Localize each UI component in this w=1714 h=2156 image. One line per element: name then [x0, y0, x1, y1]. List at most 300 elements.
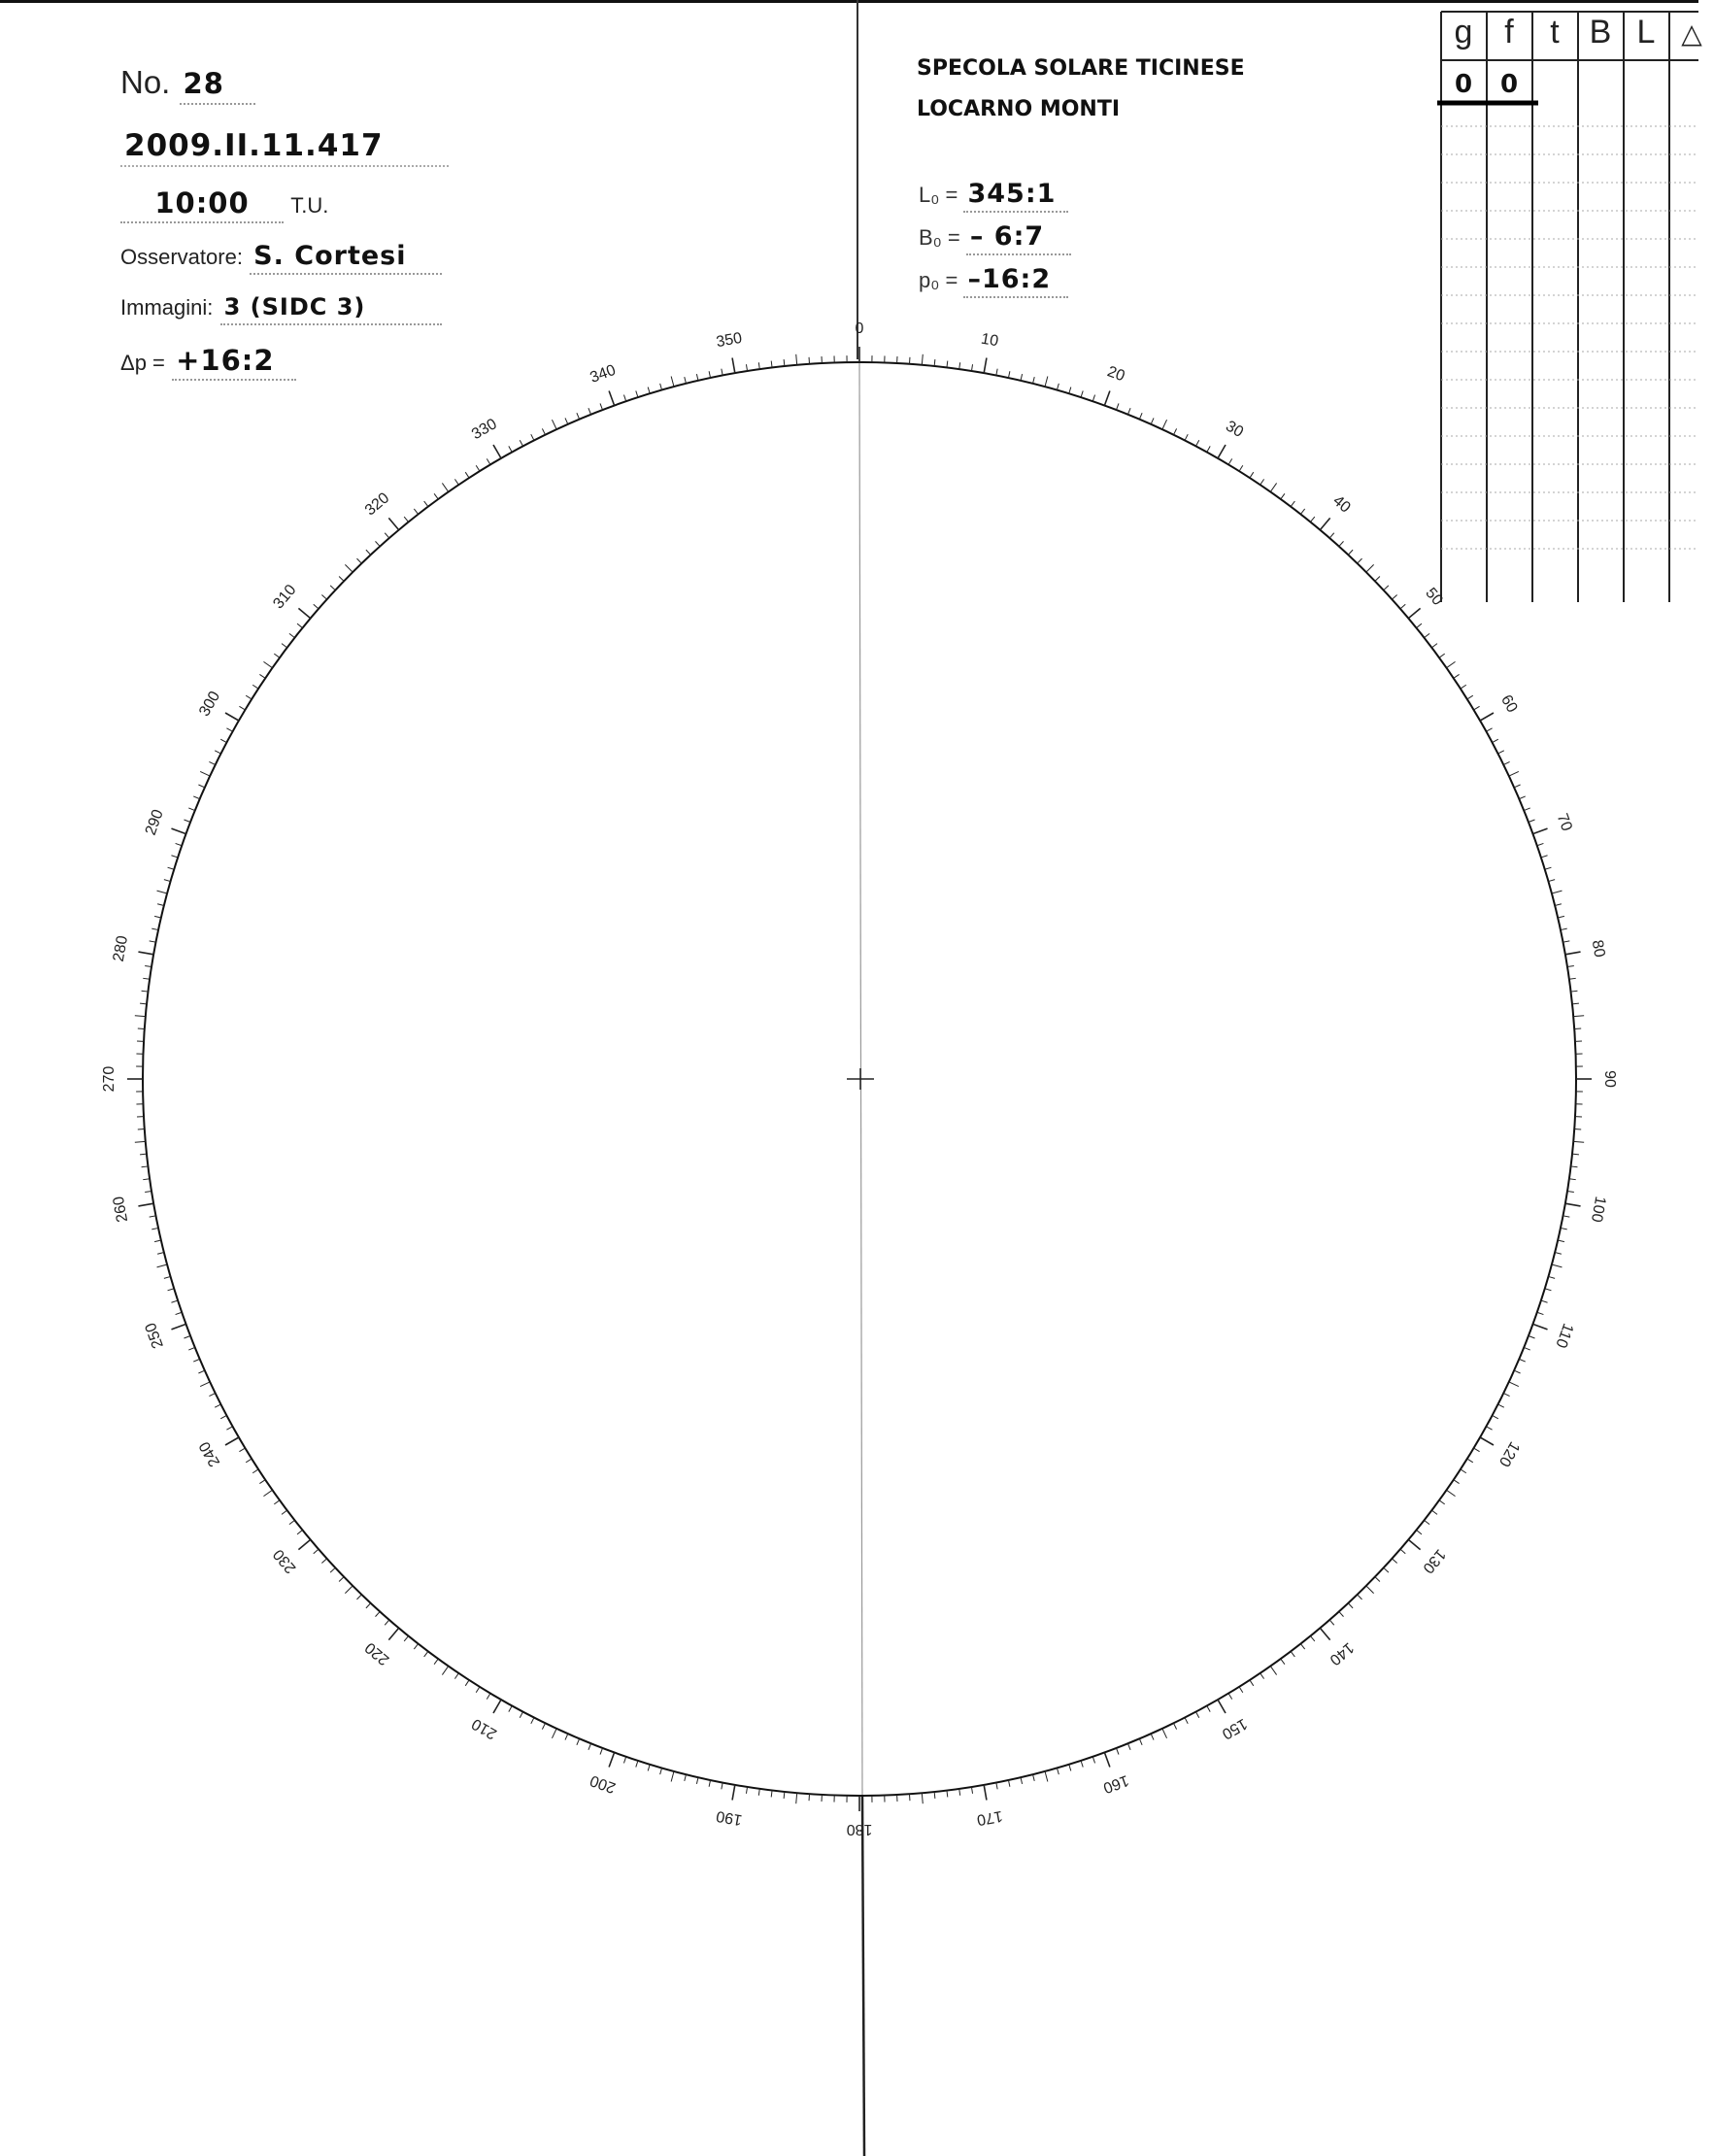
degree-tick — [1541, 1300, 1548, 1302]
degree-tick — [1529, 820, 1535, 823]
degree-tick — [588, 1743, 591, 1749]
degree-tick — [1021, 374, 1023, 381]
dp-value: +16:2 — [176, 344, 275, 377]
B0-value: – 6:7 — [969, 221, 1045, 252]
degree-tick — [1563, 1216, 1569, 1217]
degree-tick — [1552, 891, 1563, 893]
degree-tick — [588, 408, 591, 414]
degree-tick — [552, 420, 556, 429]
degree-tick — [1151, 418, 1154, 423]
degree-tick — [476, 1687, 480, 1693]
degree-tick — [996, 369, 997, 376]
degree-label-190: 190 — [715, 1806, 744, 1829]
degree-tick — [1151, 1734, 1154, 1739]
degree-tick — [746, 1787, 747, 1794]
degree-tick — [465, 1680, 469, 1686]
degree-tick — [239, 706, 245, 710]
degree-tick — [164, 880, 171, 882]
images-value: 3 (SIDC 3) — [223, 293, 366, 320]
degree-tick — [784, 359, 785, 366]
degree-tick — [609, 390, 614, 405]
degree-tick — [1348, 1603, 1353, 1608]
degree-tick — [493, 445, 501, 458]
degree-tick — [623, 1757, 625, 1764]
time-unit: T.U. — [290, 193, 329, 218]
degree-tick — [1339, 1611, 1344, 1616]
degree-tick — [1300, 509, 1304, 515]
degree-tick — [1260, 479, 1264, 485]
degree-tick — [259, 1480, 265, 1484]
degree-tick — [487, 1694, 490, 1700]
degree-tick — [709, 371, 710, 378]
degree-tick — [1384, 586, 1389, 590]
degree-tick — [138, 1203, 153, 1206]
degree-tick — [366, 1603, 371, 1608]
degree-tick — [220, 1415, 226, 1418]
degree-tick — [274, 1500, 280, 1504]
degree-tick — [947, 1790, 948, 1797]
degree-label-100: 100 — [1587, 1195, 1609, 1224]
degree-tick — [971, 364, 972, 371]
degree-tick — [542, 1723, 545, 1729]
degree-tick — [171, 856, 178, 858]
degree-label-230: 230 — [270, 1545, 300, 1577]
degree-tick — [1561, 928, 1567, 929]
degree-tick — [1239, 1687, 1243, 1693]
degree-tick — [198, 785, 204, 788]
degree-tick — [1033, 1774, 1035, 1781]
degree-tick — [509, 1705, 512, 1711]
degree-tick — [722, 369, 723, 376]
degree-tick — [1057, 384, 1059, 390]
sunspot-table-grid — [1437, 12, 1698, 602]
degree-tick — [1532, 1324, 1547, 1329]
degree-tick — [1467, 695, 1473, 699]
degree-tick — [225, 1437, 239, 1445]
degree-tick — [138, 952, 153, 955]
degree-tick — [345, 1586, 353, 1594]
degree-tick — [1480, 713, 1494, 721]
degree-tick — [648, 1765, 650, 1771]
degree-tick — [1162, 1729, 1167, 1738]
degree-tick — [200, 1382, 210, 1387]
degree-tick — [193, 1359, 199, 1362]
degree-tick — [1400, 1549, 1405, 1554]
degree-label-140: 140 — [1326, 1638, 1358, 1668]
degree-tick — [140, 1154, 147, 1155]
degree-tick — [722, 1782, 723, 1789]
degree-tick — [552, 1729, 556, 1738]
degree-label-70: 70 — [1553, 811, 1575, 834]
date-value: 2009.II.11.417 — [124, 128, 384, 163]
degree-tick — [1408, 1539, 1420, 1549]
degree-tick — [188, 1347, 194, 1350]
degree-tick — [1366, 1586, 1374, 1594]
degree-tick — [385, 533, 389, 538]
degree-tick — [282, 1510, 287, 1514]
degree-tick — [1408, 608, 1420, 618]
degree-tick — [1493, 1415, 1498, 1418]
degree-tick — [1447, 661, 1456, 667]
degree-label-200: 200 — [588, 1771, 619, 1797]
degree-tick — [709, 1780, 710, 1787]
degree-tick — [345, 564, 353, 572]
degree-tick — [145, 1191, 151, 1192]
degree-tick — [636, 1761, 638, 1768]
degree-tick — [1195, 440, 1198, 446]
observer-label: Osservatore: — [120, 245, 243, 269]
degree-tick — [1532, 828, 1547, 833]
degree-tick — [1207, 446, 1210, 452]
degree-tick — [1567, 965, 1574, 966]
degree-tick — [1541, 856, 1548, 858]
degree-tick — [404, 1636, 408, 1641]
degree-tick — [176, 1312, 183, 1314]
degree-tick — [1081, 390, 1083, 397]
degree-tick — [151, 928, 158, 929]
degree-tick — [1174, 1723, 1177, 1729]
degree-tick — [1069, 387, 1071, 394]
degree-tick — [330, 586, 335, 590]
degree-tick — [200, 771, 210, 776]
degree-tick — [143, 1179, 150, 1180]
degree-label-290: 290 — [142, 807, 167, 838]
degree-tick — [1537, 1312, 1544, 1314]
degree-tick — [171, 828, 185, 833]
degree-tick — [1561, 1228, 1567, 1229]
degree-tick — [168, 1289, 175, 1291]
degree-tick — [934, 359, 935, 366]
degree-tick — [1218, 445, 1226, 458]
degree-tick — [984, 1785, 987, 1801]
degree-tick — [356, 1595, 361, 1600]
degree-tick — [1417, 623, 1422, 627]
degree-tick — [184, 820, 190, 823]
degree-tick — [1291, 501, 1294, 507]
degree-tick — [188, 808, 194, 811]
degree-tick — [1498, 1404, 1504, 1407]
degree-tick — [1493, 739, 1498, 742]
column-header-f: f — [1504, 14, 1514, 51]
degree-tick — [1392, 1559, 1396, 1564]
degree-tick — [784, 1792, 785, 1799]
degree-tick — [289, 1520, 295, 1524]
degree-tick — [356, 558, 361, 563]
lower-axis-line — [862, 1797, 864, 2156]
degree-tick — [1480, 1437, 1494, 1445]
degree-tick — [297, 1530, 302, 1533]
degree-tick — [696, 1777, 698, 1784]
column-header-t: t — [1550, 14, 1560, 51]
degree-tick — [1250, 1680, 1254, 1686]
number-field[interactable]: 28 — [180, 64, 255, 105]
degree-tick — [157, 904, 164, 906]
degree-tick — [531, 434, 534, 440]
degree-label-160: 160 — [1100, 1771, 1131, 1797]
degree-tick — [434, 1659, 438, 1665]
degree-tick — [796, 1793, 797, 1803]
degree-tick — [1228, 458, 1232, 464]
degree-tick — [577, 413, 580, 419]
degree-tick — [685, 377, 687, 384]
degree-tick — [1439, 1500, 1445, 1504]
degree-tick — [1558, 916, 1564, 918]
degree-tick — [1358, 1595, 1362, 1600]
degree-tick — [1195, 1712, 1198, 1718]
degree-tick — [636, 390, 638, 397]
degree-tick — [648, 387, 650, 394]
degree-tick — [476, 465, 480, 471]
degree-tick — [565, 1734, 568, 1739]
degree-tick — [1552, 1264, 1563, 1267]
degree-tick — [1348, 550, 1353, 555]
degree-tick — [959, 362, 960, 369]
degree-tick — [1375, 576, 1380, 581]
degree-tick — [1375, 1577, 1380, 1582]
degree-tick — [1320, 1628, 1329, 1639]
degree-tick — [1537, 843, 1544, 845]
cell-g-value[interactable]: 0 — [1454, 70, 1473, 99]
degree-tick — [246, 695, 252, 699]
degree-tick — [193, 796, 199, 799]
degree-tick — [157, 891, 168, 893]
degree-tick — [385, 1620, 389, 1625]
degree-label-180: 180 — [846, 1820, 873, 1837]
degree-tick — [246, 1459, 252, 1463]
degree-tick — [1461, 685, 1466, 689]
degree-tick — [1092, 395, 1094, 402]
degree-tick — [1519, 796, 1525, 799]
degree-tick — [696, 374, 698, 381]
degree-tick — [220, 739, 226, 742]
p0-label: p₀ = — [919, 268, 958, 292]
degree-tick — [321, 594, 326, 599]
degree-tick — [959, 1789, 960, 1796]
degree-tick — [947, 361, 948, 368]
degree-tick — [1573, 1141, 1584, 1142]
degree-tick — [1116, 1748, 1119, 1755]
degree-label-330: 330 — [469, 416, 500, 444]
degree-label-30: 30 — [1223, 418, 1247, 442]
degree-tick — [1310, 1636, 1314, 1641]
degree-tick — [1461, 1469, 1466, 1473]
degree-label-170: 170 — [975, 1806, 1004, 1829]
degree-tick — [1185, 1718, 1188, 1724]
degree-tick — [168, 867, 175, 869]
degree-tick — [1545, 867, 1552, 869]
degree-tick — [1207, 1705, 1210, 1711]
degree-tick — [1300, 1644, 1304, 1650]
degree-tick — [1572, 1154, 1579, 1155]
degree-tick — [1384, 1567, 1389, 1572]
degree-tick — [600, 403, 603, 410]
degree-tick — [151, 1228, 158, 1229]
degree-label-80: 80 — [1588, 938, 1608, 960]
degree-tick — [758, 362, 759, 369]
degree-tick — [1320, 518, 1329, 529]
degree-tick — [565, 418, 568, 423]
degree-tick — [1081, 1761, 1083, 1768]
degree-tick — [1548, 880, 1555, 882]
degree-tick — [1454, 674, 1460, 678]
degree-tick — [215, 1404, 220, 1407]
observer-value: S. Cortesi — [253, 241, 407, 271]
degree-tick — [1558, 1240, 1564, 1242]
institution-name: SPECOLA SOLARE TICINESE — [917, 56, 1245, 81]
degree-tick — [339, 1577, 344, 1582]
degree-tick — [154, 1240, 161, 1242]
degree-tick — [424, 501, 428, 507]
degree-tick — [135, 1141, 146, 1142]
degree-tick — [143, 978, 150, 979]
degree-tick — [1524, 1347, 1529, 1350]
degree-tick — [1514, 1370, 1520, 1373]
degree-tick — [1116, 403, 1119, 410]
degree-label-340: 340 — [588, 361, 619, 387]
degree-tick — [1503, 1394, 1509, 1397]
degree-tick — [1260, 1673, 1264, 1679]
degree-tick — [1565, 1203, 1581, 1206]
degree-tick — [1033, 377, 1035, 384]
degree-tick — [623, 395, 625, 402]
degree-tick — [1439, 654, 1445, 657]
degree-tick — [150, 941, 156, 942]
degree-tick — [1358, 558, 1362, 563]
degree-label-150: 150 — [1219, 1714, 1250, 1742]
degree-label-260: 260 — [110, 1195, 132, 1224]
degree-tick — [388, 518, 398, 529]
degree-tick — [209, 1394, 215, 1397]
degree-tick — [263, 661, 272, 667]
degree-tick — [1185, 434, 1188, 440]
degree-tick — [1563, 941, 1569, 942]
degree-tick — [1425, 1520, 1430, 1524]
column-header-g: g — [1454, 14, 1473, 51]
degree-tick — [509, 446, 512, 452]
degree-tick — [660, 384, 662, 390]
cell-f-value[interactable]: 0 — [1499, 70, 1519, 99]
degree-tick — [934, 1792, 935, 1799]
degree-tick — [1057, 1768, 1059, 1774]
institution-location: LOCARNO MONTI — [917, 97, 1121, 121]
degree-tick — [1281, 1659, 1285, 1665]
degree-tick — [1045, 377, 1048, 387]
degree-tick — [434, 493, 438, 499]
degree-tick — [1570, 991, 1577, 992]
degree-tick — [282, 644, 287, 648]
degree-tick — [1281, 493, 1285, 499]
degree-tick — [375, 1611, 380, 1616]
degree-tick — [314, 604, 319, 609]
degree-tick — [226, 1427, 232, 1430]
degree-tick — [1329, 1620, 1334, 1625]
degree-tick — [239, 1448, 245, 1452]
p0-value: –16:2 — [967, 264, 1052, 294]
degree-tick — [297, 623, 302, 627]
degree-tick — [225, 713, 239, 721]
degree-tick — [465, 472, 469, 478]
degree-tick — [414, 509, 418, 515]
degree-tick — [922, 354, 923, 365]
degree-tick — [996, 1782, 997, 1789]
degree-tick — [1174, 428, 1177, 434]
degree-tick — [1104, 1752, 1109, 1767]
degree-tick — [1366, 564, 1374, 572]
degree-tick — [1519, 1359, 1525, 1362]
degree-tick — [1570, 1166, 1577, 1167]
L0-label: L₀ = — [919, 183, 958, 207]
degree-tick — [671, 1771, 674, 1782]
degree-tick — [771, 361, 772, 368]
degree-label-130: 130 — [1419, 1545, 1449, 1577]
degree-label-10: 10 — [979, 330, 1000, 351]
degree-label-50: 50 — [1422, 585, 1446, 609]
degree-tick — [771, 1790, 772, 1797]
degree-tick — [1486, 1427, 1492, 1430]
degree-label-90: 90 — [1600, 1070, 1618, 1088]
degree-tick — [1069, 1765, 1071, 1771]
degree-tick — [758, 1789, 759, 1796]
degree-tick — [1567, 1191, 1574, 1192]
degree-label-110: 110 — [1552, 1321, 1577, 1351]
degree-label-270: 270 — [101, 1065, 118, 1093]
degree-tick — [171, 1324, 185, 1329]
degree-label-300: 300 — [196, 689, 224, 720]
degree-tick — [1417, 1530, 1422, 1533]
degree-tick — [600, 1748, 603, 1755]
degree-label-0: 0 — [855, 320, 864, 338]
degree-tick — [135, 1016, 146, 1017]
degree-label-310: 310 — [270, 581, 300, 613]
degree-tick — [1529, 1335, 1535, 1338]
degree-tick — [1270, 1667, 1276, 1675]
degree-tick — [321, 1559, 326, 1564]
degree-label-210: 210 — [469, 1714, 500, 1742]
degree-tick — [1270, 483, 1276, 491]
degree-tick — [1514, 785, 1520, 788]
degree-tick — [1425, 633, 1430, 637]
degree-tick — [1569, 978, 1576, 979]
degree-tick — [542, 428, 545, 434]
degree-tick — [922, 1793, 923, 1803]
degree-tick — [274, 654, 280, 657]
degree-tick — [1474, 1448, 1480, 1452]
degree-tick — [215, 751, 220, 754]
column-header-L: L — [1636, 14, 1656, 51]
degree-tick — [442, 483, 448, 491]
degree-tick — [454, 1673, 458, 1679]
degree-tick — [298, 1539, 310, 1549]
degree-tick — [971, 1787, 972, 1794]
degree-tick — [164, 1276, 171, 1278]
degree-tick — [1008, 371, 1009, 378]
degree-tick — [1127, 408, 1130, 414]
column-header-delta: △ — [1681, 18, 1702, 49]
degree-tick — [1572, 1003, 1579, 1004]
degree-tick — [671, 377, 674, 387]
L0-value: 345:1 — [967, 179, 1057, 209]
degree-tick — [746, 364, 747, 371]
degree-tick — [577, 1738, 580, 1744]
degree-tick — [487, 458, 490, 464]
degree-tick — [1503, 761, 1509, 764]
degree-tick — [1139, 1738, 1142, 1744]
degree-tick — [1310, 517, 1314, 522]
degree-tick — [1509, 1382, 1519, 1387]
degree-label-60: 60 — [1496, 691, 1521, 716]
degree-label-280: 280 — [110, 934, 132, 963]
degree-tick — [176, 843, 183, 845]
